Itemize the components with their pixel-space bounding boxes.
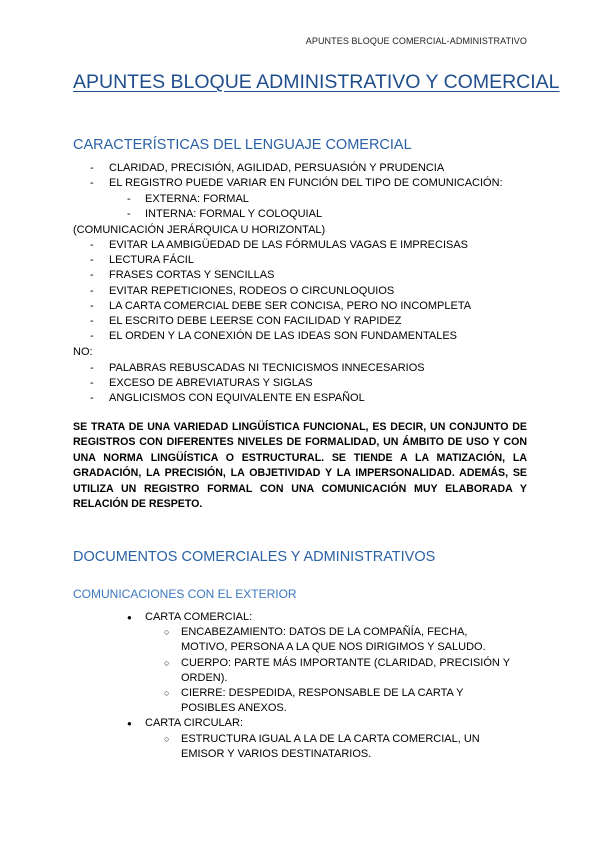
running-header: APUNTES BLOQUE COMERCIAL-ADMINISTRATIVO [305,36,527,46]
list-item: - CLARIDAD, PRECISIÓN, AGILIDAD, PERSUASIÓN Y PRUDENCIA [109,161,503,176]
list-item: - LECTURA FÁCIL [109,253,471,268]
dash-list-b [109,238,471,344]
list-item: ○ CIERRE: DESPEDIDA, RESPONSABLE DE LA CARTA Y POSIBLES ANEXOS. [181,686,511,716]
section-heading-documentos: DOCUMENTOS COMERCIALES Y ADMINISTRATIVOS [73,549,436,565]
bullet-list [145,610,511,762]
list-item: - PALABRAS REBUSCADAS NI TECNICISMOS INNECESARIOS [109,361,425,376]
list-item: - FRASES CORTAS Y SENCILLAS [109,268,471,283]
section-heading-lenguaje: CARACTERÍSTICAS DEL LENGUAJE COMERCIAL [73,137,412,153]
circle-sublist [145,625,511,716]
list-item: ○ ESTRUCTURA IGUAL A LA DE LA CARTA COMERCIAL, UN EMISOR Y VARIOS DESTINATARIOS. [181,732,511,762]
list-item: - EXTERNA: FORMAL [145,192,322,207]
list-item: - EL ESCRITO DEBE LEERSE CON FACILIDAD Y RAPIDEZ [109,314,471,329]
list-item-label: CARTA COMERCIAL: [145,611,253,623]
list-item-label: CARTA CIRCULAR: [145,717,244,730]
list-item: - EXCESO DE ABREVIATURAS Y SIGLAS [109,376,425,391]
subheading-exterior: COMUNICACIONES CON EL EXTERIOR [73,587,297,601]
circle-sublist [145,732,511,762]
list-item: - EL ORDEN Y LA CONEXIÓN DE LAS IDEAS SON FUNDAMENTALES [109,329,471,344]
list-item: - ANGLICISMOS CON EQUIVALENTE EN ESPAÑOL [109,391,425,406]
list-item-carta-comercial [145,610,511,716]
document-title: APUNTES BLOQUE ADMINISTRATIVO Y COMERCIAL [73,71,560,93]
no-label: NO: [73,346,93,358]
dash-list-c [109,361,425,407]
summary-paragraph: SE TRATA DE UNA VARIEDAD LINGÜÍSTICA FUNCIONAL, ES DECIR, UN CONJUNTO DE REGISTROS CON DIFERENTES NIVELES DE FORMALIDAD, UN ÁMBITO DE USO Y CON UNA NORMA LINGÜÍSTICA O ESTRUCTURAL. SE TIENDE A LA MATIZACIÓN, LA GRADACIÓN, LA PRECISIÓN, LA OBJETIVIDAD Y LA IMPERSONALIDAD. ADEMÁS, SE UTILIZA UN REGISTRO FORMAL CON UNA COMUNICACIÓN MUY ELABORADA Y RELACIÓN DE RESPETO. [73,421,527,511]
list-item: - EVITAR REPETICIONES, RODEOS O CIRCUNLOQUIOS [109,284,471,299]
dash-list-a [109,161,503,191]
note-line: (COMUNICACIÓN JERÁRQUICA U HORIZONTAL) [73,224,326,236]
list-item: - EL REGISTRO PUEDE VARIAR EN FUNCIÓN DEL TIPO DE COMUNICACIÓN: [109,176,503,191]
list-item: ○ CUERPO: PARTE MÁS IMPORTANTE (CLARIDAD, PRECISIÓN Y ORDEN). [181,656,511,686]
dash-sublist [145,192,322,222]
list-item: - EVITAR LA AMBIGÜEDAD DE LAS FÓRMULAS VAGAS E IMPRECISAS [109,238,471,253]
list-item: - INTERNA: FORMAL Y COLOQUIAL [145,207,322,222]
list-item: - LA CARTA COMERCIAL DEBE SER CONCISA, PERO NO INCOMPLETA [109,299,471,314]
list-item-carta-circular [145,716,511,762]
list-item: ○ ENCABEZAMIENTO: DATOS DE LA COMPAÑÍA, FECHA, MOTIVO, PERSONA A LA QUE NOS DIRIGIMOS Y SALUDO. [181,625,511,655]
